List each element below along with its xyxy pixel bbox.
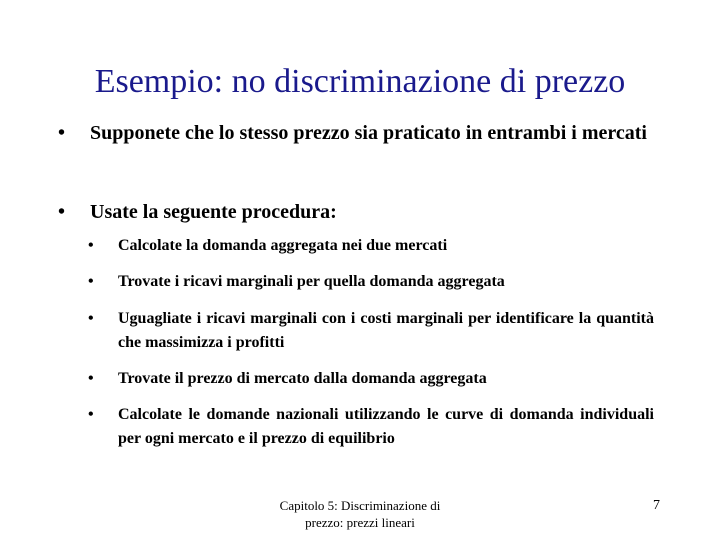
- bullet-procedure: [58, 200, 654, 225]
- sub-bullet-aggregate-demand: [88, 234, 654, 258]
- sub-bullet-equate-mr-mc: [88, 307, 654, 355]
- sub-bullet-national-demands: [88, 403, 654, 451]
- bullet-same-price: [58, 121, 654, 146]
- sub-bullet-marginal-revenue: [88, 270, 654, 294]
- footer-chapter: Capitolo 5: Discriminazione di prezzo: prezzi lineari: [279, 498, 441, 530]
- sub-bullet-marker: •: [88, 370, 94, 387]
- bullet-marker: •: [58, 201, 66, 223]
- sub-bullet-text: Calcolate le domande nazionali utilizzando le curve di domanda individuali per ogni mercato e il prezzo di equilibrio: [118, 406, 654, 447]
- sub-bullet-text: Calcolate la domanda aggregata nei due mercati: [118, 237, 448, 254]
- sub-bullet-marker: •: [88, 406, 94, 423]
- sub-bullet-market-price: [88, 367, 654, 391]
- slide-title: Esempio: no discriminazione di prezzo: [94, 63, 626, 100]
- sub-bullet-text: Uguagliate i ricavi marginali con i costi marginali per identificare la quantità che massimizza i profitti: [118, 310, 654, 351]
- page-number: 7: [653, 498, 660, 513]
- sub-bullet-text: Trovate i ricavi marginali per quella domanda aggregata: [118, 273, 505, 290]
- sub-bullet-text: Trovate il prezzo di mercato dalla domanda aggregata: [118, 370, 487, 387]
- bullet-text: Supponete che lo stesso prezzo sia praticato in entrambi i mercati: [90, 122, 647, 144]
- bullet-marker: •: [58, 122, 66, 144]
- sub-bullet-marker: •: [88, 273, 94, 290]
- bullet-text: Usate la seguente procedura:: [90, 201, 337, 223]
- sub-bullet-marker: •: [88, 237, 94, 254]
- sub-bullet-marker: •: [88, 310, 94, 327]
